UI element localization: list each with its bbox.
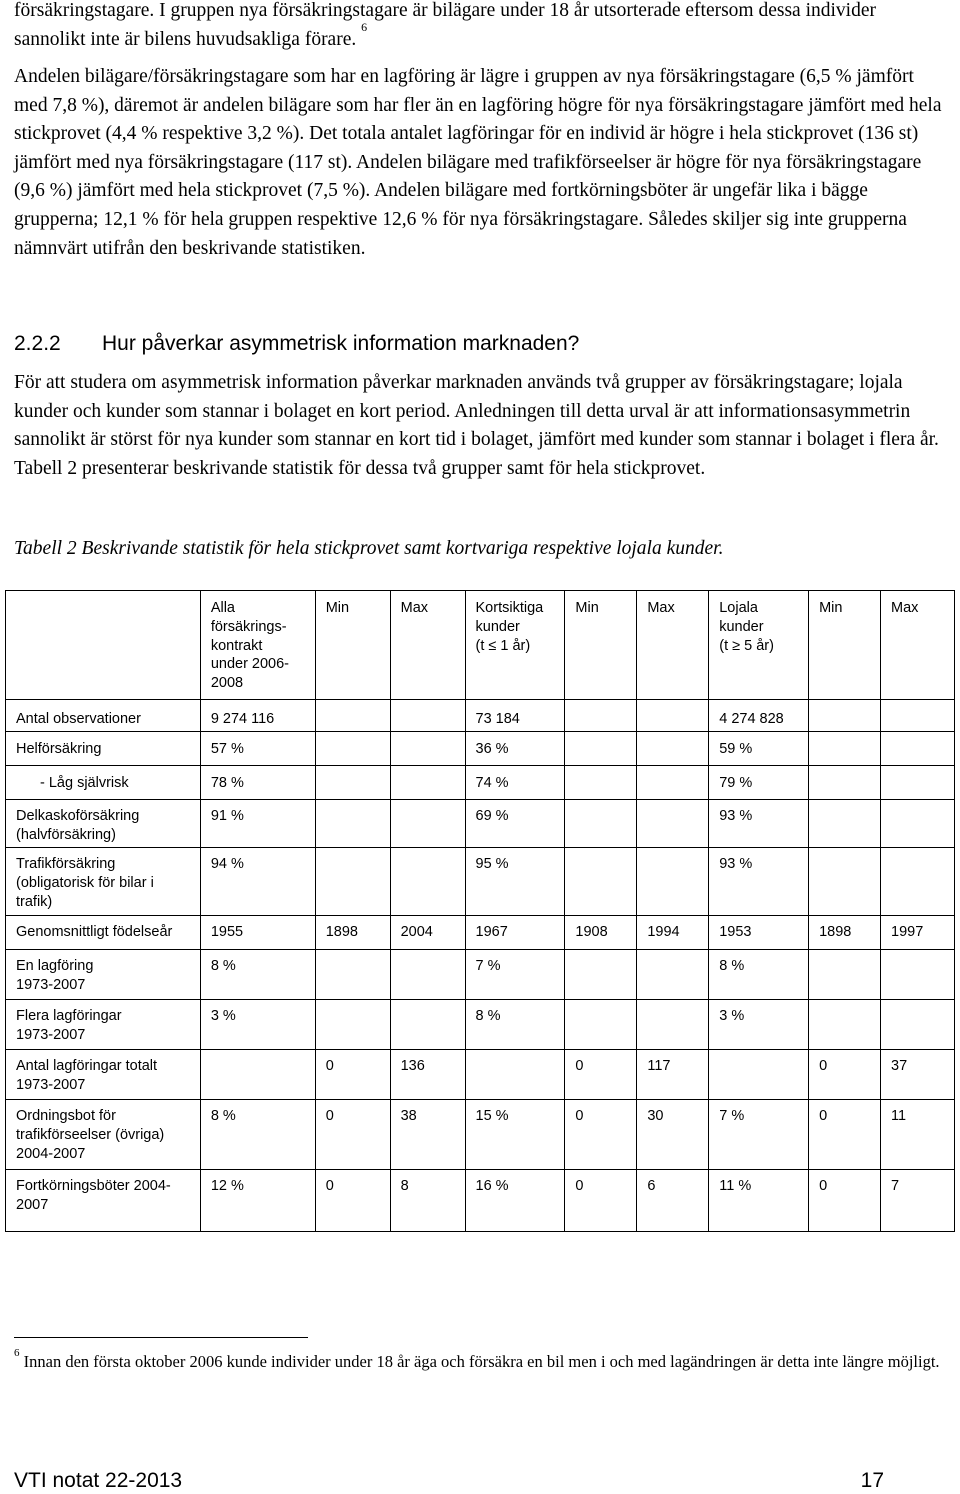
table-cell: 79 % — [709, 766, 809, 800]
table-cell: 95 % — [465, 848, 565, 916]
table-cell: 1908 — [565, 916, 637, 950]
section-heading — [14, 330, 579, 358]
table-cell — [637, 800, 709, 848]
table-cell: 0 — [315, 1170, 390, 1232]
body-paragraph-1 — [14, 0, 944, 54]
table-cell: 1898 — [315, 916, 390, 950]
table-cell: 57 % — [200, 732, 315, 766]
table-row — [6, 916, 955, 950]
body-paragraph-3: För att studera om asymmetrisk information påverkar marknaden används två grupper av försäkringstagare; lojala kunder och kunder som stannar i bolaget en kort period. Anledningen till detta urval är att informationsasymmetrin sannolikt är störst för nya kunder som stannar en kort tid i bolaget, jämfört med kunder som stannar i bolaget i flera år. Tabell 2 presenterar beskrivande statistik för dessa två grupper samt för hela stickprovet. — [14, 372, 939, 479]
page-number: 17 — [860, 1469, 884, 1492]
table-cell — [881, 950, 955, 1000]
table-cell: 0 — [809, 1050, 881, 1100]
table-cell — [637, 950, 709, 1000]
table-row — [6, 766, 955, 800]
table-cell: 0 — [809, 1100, 881, 1170]
table-cell — [809, 700, 881, 732]
table-cell — [809, 1000, 881, 1050]
table-row — [6, 1170, 955, 1232]
table-cell: 74 % — [465, 766, 565, 800]
header-cell-all-contracts: Alla försäkrings- kontrakt under 2006- 2008 — [200, 591, 315, 700]
header-cell-max: Max — [390, 591, 465, 700]
table-cell — [809, 950, 881, 1000]
table-cell — [390, 732, 465, 766]
table-cell — [881, 766, 955, 800]
table-cell: 4 274 828 — [709, 700, 809, 732]
table-cell: 69 % — [465, 800, 565, 848]
table-cell — [315, 800, 390, 848]
row-label-cell: Helförsäkring — [6, 732, 201, 766]
table-cell — [809, 766, 881, 800]
header-cell-min: Min — [565, 591, 637, 700]
table-cell — [809, 732, 881, 766]
row-label-cell: Antal observationer — [6, 700, 201, 732]
table-cell: 9 274 116 — [200, 700, 315, 732]
table-cell: 1955 — [200, 916, 315, 950]
table-cell: 1898 — [809, 916, 881, 950]
table-cell — [390, 950, 465, 1000]
header-cell-min: Min — [315, 591, 390, 700]
table-cell: 94 % — [200, 848, 315, 916]
table-cell — [390, 766, 465, 800]
table-cell — [637, 700, 709, 732]
table-cell: 36 % — [465, 732, 565, 766]
table-cell: 8 — [390, 1170, 465, 1232]
row-label-cell: Fortkörningsböter 2004- 2007 — [6, 1170, 201, 1232]
row-label-cell: Flera lagföringar 1973-2007 — [6, 1000, 201, 1050]
header-cell-empty — [6, 591, 201, 700]
paragraph-1-text: försäkringstagare. I gruppen nya försäkringstagare är bilägare under 18 år utsorterade eftersom dessa individer sannolikt inte är bilens huvudsakliga förare. — [14, 0, 876, 50]
table-cell — [637, 766, 709, 800]
table-cell: 0 — [809, 1170, 881, 1232]
table-cell: 78 % — [200, 766, 315, 800]
table-cell — [565, 800, 637, 848]
table-cell: 37 — [881, 1050, 955, 1100]
table-row — [6, 700, 955, 732]
table-cell — [881, 1000, 955, 1050]
table-row — [6, 1000, 955, 1050]
table-cell — [565, 700, 637, 732]
table-cell: 1997 — [881, 916, 955, 950]
table-cell: 93 % — [709, 800, 809, 848]
table-cell: 7 % — [465, 950, 565, 1000]
table-cell: 0 — [565, 1050, 637, 1100]
footnote-number: 6 — [14, 1346, 20, 1359]
table-cell: 12 % — [200, 1170, 315, 1232]
table-cell — [881, 700, 955, 732]
table-cell — [809, 848, 881, 916]
table-cell: 7 — [881, 1170, 955, 1232]
table-cell: 8 % — [465, 1000, 565, 1050]
table-cell — [565, 766, 637, 800]
table-cell — [637, 848, 709, 916]
table-cell: 2004 — [390, 916, 465, 950]
table-cell — [709, 1050, 809, 1100]
table-cell: 38 — [390, 1100, 465, 1170]
table-row — [6, 848, 955, 916]
table-cell: 0 — [565, 1100, 637, 1170]
table-row — [6, 1050, 955, 1100]
table-cell: 136 — [390, 1050, 465, 1100]
table-cell: 7 % — [709, 1100, 809, 1170]
table-cell — [390, 848, 465, 916]
table-cell: 1967 — [465, 916, 565, 950]
table-cell — [315, 732, 390, 766]
table-row — [6, 950, 955, 1000]
table-cell: 3 % — [709, 1000, 809, 1050]
table-caption: Tabell 2 Beskrivande statistik för hela stickprovet samt kortvariga respektive lojala kunder. — [14, 538, 724, 559]
table-cell — [881, 732, 955, 766]
table-cell: 11 % — [709, 1170, 809, 1232]
table-cell: 73 184 — [465, 700, 565, 732]
table-cell — [637, 732, 709, 766]
table-cell — [565, 1000, 637, 1050]
row-label-cell: Genomsnittligt födelseår — [6, 916, 201, 950]
table-cell — [390, 1000, 465, 1050]
table-header-row — [6, 591, 955, 700]
table-cell — [200, 1050, 315, 1100]
table-row — [6, 800, 955, 848]
table-cell: 0 — [565, 1170, 637, 1232]
footer-publication: VTI notat 22-2013 — [14, 1469, 183, 1492]
row-label-cell: - Låg självrisk — [6, 766, 201, 800]
section-title: Hur påverkar asymmetrisk information marknaden? — [102, 332, 580, 355]
table-cell — [637, 1000, 709, 1050]
table-cell — [315, 700, 390, 732]
table-cell: 91 % — [200, 800, 315, 848]
header-cell-short-term-customers: Kortsiktiga kunder (t ≤ 1 år) — [465, 591, 565, 700]
body-paragraph-2: Andelen bilägare/försäkringstagare som har en lagföring är lägre i gruppen av nya försäkringstagare (6,5 % jämfört med 7,8 %), däremot är andelen bilägare som har fler än en lagföring högre för nya försäkringstagare jämfört med hela stickprovet (4,4 % respektive 3,2 %). Det totala antalet lagföringar för en individ är högre i hela stickprovet (136 st) jämfört med nya försäkringstagare (117 st). Andelen bilägare med trafikförseelser är högre för nya försäkringstagare (9,6 %) jämfört med hela stickprovet (7,5 %). Andelen bilägare med fortkörningsböter är ungefär lika i bägge grupperna; 12,1 % för hela gruppen respektive 12,6 % för nya försäkringstagare. Således skiljer sig inte grupperna nämnvärt utifrån den beskrivande statistiken. — [14, 66, 942, 259]
table-cell — [315, 848, 390, 916]
table-cell — [315, 1000, 390, 1050]
footnote-reference: 6 — [361, 20, 368, 35]
header-cell-max: Max — [637, 591, 709, 700]
table-cell — [565, 848, 637, 916]
table-cell — [565, 950, 637, 1000]
table-body — [6, 700, 955, 1232]
table-cell: 1953 — [709, 916, 809, 950]
table-cell: 117 — [637, 1050, 709, 1100]
row-label-cell: Trafikförsäkring (obligatorisk för bilar i trafik) — [6, 848, 201, 916]
table-cell — [565, 732, 637, 766]
table-row — [6, 732, 955, 766]
table-cell: 0 — [315, 1050, 390, 1100]
row-label-cell: Antal lagföringar totalt 1973-2007 — [6, 1050, 201, 1100]
table-row — [6, 1100, 955, 1170]
row-label-cell: En lagföring 1973-2007 — [6, 950, 201, 1000]
table-cell: 16 % — [465, 1170, 565, 1232]
table-cell: 8 % — [709, 950, 809, 1000]
table-cell: 15 % — [465, 1100, 565, 1170]
table-cell — [390, 800, 465, 848]
header-cell-max: Max — [881, 591, 955, 700]
statistics-table — [5, 590, 955, 1232]
table-cell — [465, 1050, 565, 1100]
row-label-cell: Ordningsbot för trafikförseelser (övriga) 2004-2007 — [6, 1100, 201, 1170]
footnote-text: Innan den första oktober 2006 kunde individer under 18 år äga och försäkra en bil men i och med lagändringen är detta inte längre möjligt. — [23, 1352, 940, 1371]
table-cell: 0 — [315, 1100, 390, 1170]
table-cell — [390, 700, 465, 732]
table-cell: 8 % — [200, 1100, 315, 1170]
table-cell — [881, 800, 955, 848]
footnote-separator — [14, 1337, 308, 1338]
row-label-cell: Delkaskoförsäkring (halvförsäkring) — [6, 800, 201, 848]
table-cell: 30 — [637, 1100, 709, 1170]
table-cell: 6 — [637, 1170, 709, 1232]
table-cell: 8 % — [200, 950, 315, 1000]
table-cell: 3 % — [200, 1000, 315, 1050]
footnote — [14, 1346, 944, 1374]
table-cell — [881, 848, 955, 916]
table-cell — [315, 950, 390, 1000]
table-cell: 11 — [881, 1100, 955, 1170]
table-cell: 93 % — [709, 848, 809, 916]
table-cell: 59 % — [709, 732, 809, 766]
header-cell-min: Min — [809, 591, 881, 700]
table-cell — [809, 800, 881, 848]
section-number: 2.2.2 — [14, 332, 61, 355]
header-cell-loyal-customers: Lojala kunder (t ≥ 5 år) — [709, 591, 809, 700]
table-cell — [315, 766, 390, 800]
table-cell: 1994 — [637, 916, 709, 950]
